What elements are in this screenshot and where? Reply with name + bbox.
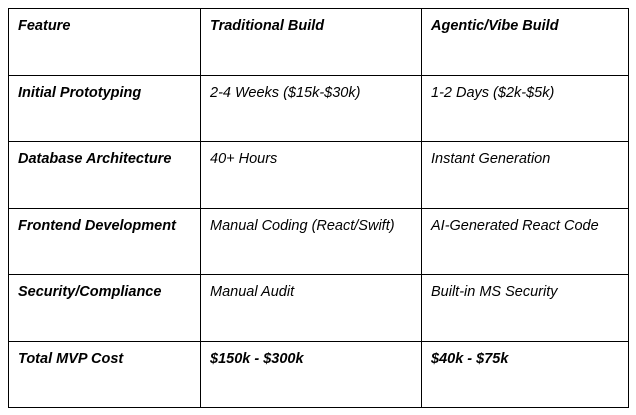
- row-label: Security/Compliance: [9, 275, 201, 342]
- traditional-value: $150k - $300k: [201, 341, 422, 408]
- traditional-value: 2-4 Weeks ($15k-$30k): [201, 75, 422, 142]
- table-row: [9, 75, 629, 142]
- agentic-value: AI-Generated React Code: [422, 208, 629, 275]
- table-row: [9, 275, 629, 342]
- table-header-row: [9, 9, 629, 76]
- header-cell-traditional-build: Traditional Build: [201, 9, 422, 76]
- agentic-value: Built-in MS Security: [422, 275, 629, 342]
- row-label: Initial Prototyping: [9, 75, 201, 142]
- header-cell-feature: Feature: [9, 9, 201, 76]
- row-label: Frontend Development: [9, 208, 201, 275]
- agentic-value: 1-2 Days ($2k-$5k): [422, 75, 629, 142]
- row-label: Database Architecture: [9, 142, 201, 209]
- traditional-value: Manual Coding (React/Swift): [201, 208, 422, 275]
- agentic-value: Instant Generation: [422, 142, 629, 209]
- table-row: [9, 142, 629, 209]
- table-row-total: [9, 341, 629, 408]
- traditional-value: Manual Audit: [201, 275, 422, 342]
- row-label: Total MVP Cost: [9, 341, 201, 408]
- table-row: [9, 208, 629, 275]
- header-cell-agentic-build: Agentic/Vibe Build: [422, 9, 629, 76]
- agentic-value: $40k - $75k: [422, 341, 629, 408]
- comparison-table: [8, 8, 629, 408]
- traditional-value: 40+ Hours: [201, 142, 422, 209]
